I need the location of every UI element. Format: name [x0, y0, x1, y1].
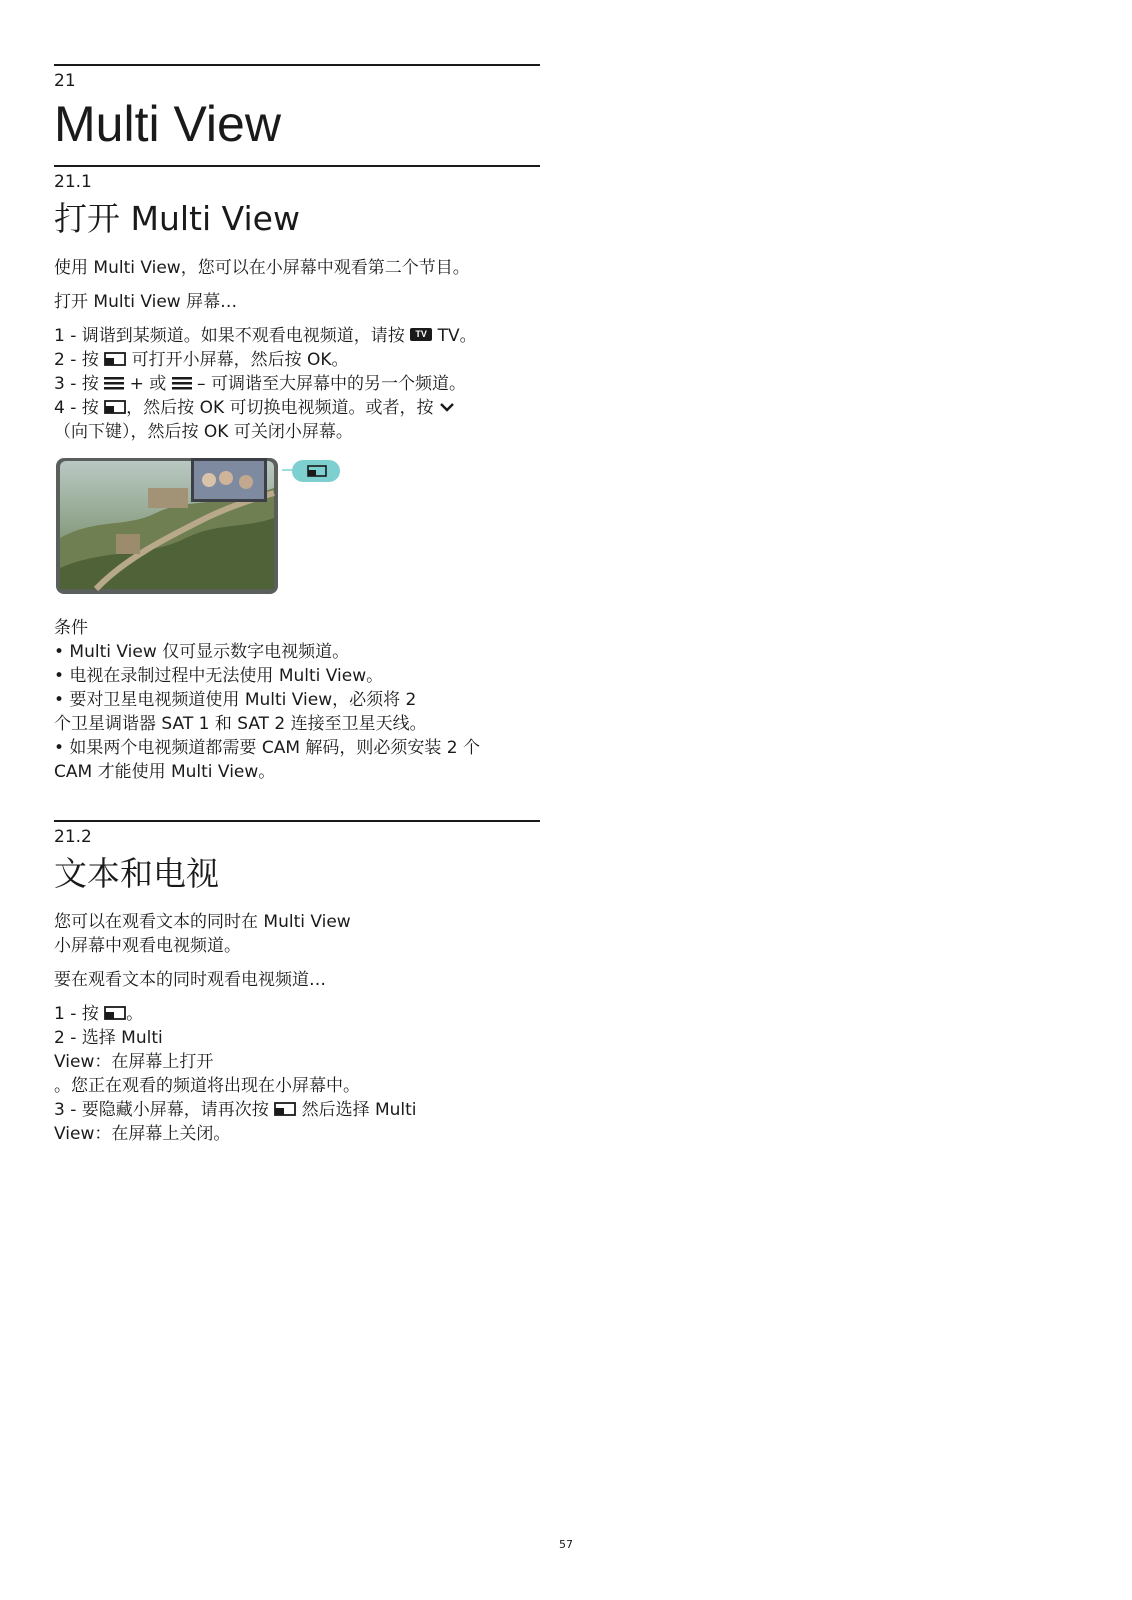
list-icon	[172, 376, 192, 390]
condition-line: 个卫星调谐器 SAT 1 和 SAT 2 连接至卫星天线。	[54, 714, 427, 734]
step-4: 4 - 按 ，然后按 OK 可切换电视频道。或者，按	[54, 396, 540, 420]
multiview-icon	[274, 1102, 296, 1116]
condition-line: • Multi View 仅可显示数字电视频道。	[54, 642, 350, 662]
section-title-1: 打开 Multi View	[54, 199, 300, 238]
subheading: 要在观看文本的同时观看电视频道…	[54, 970, 326, 990]
step-4-continued: （向下键），然后按 OK 可关闭小屏幕。	[54, 422, 353, 442]
step-1: 1 - 调谐到某频道。如果不观看电视频道，请按 TV TV。	[54, 326, 477, 346]
step-2-line: 。您正在观看的频道将出现在小屏幕中。	[54, 1076, 360, 1096]
section-number-1: 21.1	[54, 172, 92, 192]
step-2: 2 - 按 可打开小屏幕，然后按 OK。	[54, 350, 349, 370]
step-3-continued: View：在屏幕上关闭。	[54, 1124, 231, 1144]
section-body-1	[54, 256, 540, 444]
multiview-icon	[104, 352, 126, 366]
tv-icon: TV	[410, 328, 432, 341]
section-number-2: 21.2	[54, 827, 92, 847]
section-rule-1	[54, 165, 540, 167]
list-icon	[104, 376, 124, 390]
condition-line: CAM 才能使用 Multi View。	[54, 762, 276, 782]
intro-line: 小屏幕中观看电视频道。	[54, 936, 241, 956]
chapter-number: 21	[54, 71, 76, 91]
steps-list	[54, 324, 540, 444]
multiview-illustration	[56, 458, 356, 598]
section-body-2	[54, 910, 540, 1146]
page-number: 57	[559, 1538, 573, 1551]
chapter-title: Multi View	[54, 96, 281, 152]
step-1: 1 - 按 。	[54, 1004, 144, 1024]
multiview-icon	[104, 400, 126, 414]
condition-line: • 要对卫星电视频道使用 Multi View，必须将 2	[54, 690, 417, 710]
condition-line: • 电视在录制过程中无法使用 Multi View。	[54, 666, 384, 686]
step-3: 3 - 要隐藏小屏幕，请再次按 然后选择 Multi	[54, 1100, 417, 1120]
watchtower	[116, 534, 140, 554]
steps-list	[54, 1002, 540, 1146]
conditions-title: 条件	[54, 618, 88, 638]
multiview-icon	[104, 1006, 126, 1020]
step-2-line: View：在屏幕上打开	[54, 1052, 214, 1072]
intro-line: 您可以在观看文本的同时在 Multi View	[54, 912, 351, 932]
step-3: 3 - 按 + 或 – 可调谐至大屏幕中的另一个频道。	[54, 374, 466, 394]
section-title-2: 文本和电视	[54, 854, 219, 893]
subheading: 打开 Multi View 屏幕…	[54, 292, 238, 312]
chapter-rule	[54, 64, 540, 66]
condition-line: • 如果两个电视频道都需要 CAM 解码，则必须安装 2 个	[54, 738, 481, 758]
section-rule-2	[54, 820, 540, 822]
conditions-block	[54, 616, 540, 784]
step-2-line: 2 - 选择 Multi	[54, 1028, 163, 1048]
chevron-down-icon	[439, 401, 455, 413]
intro-text: 使用 Multi View，您可以在小屏幕中观看第二个节目。	[54, 258, 470, 278]
